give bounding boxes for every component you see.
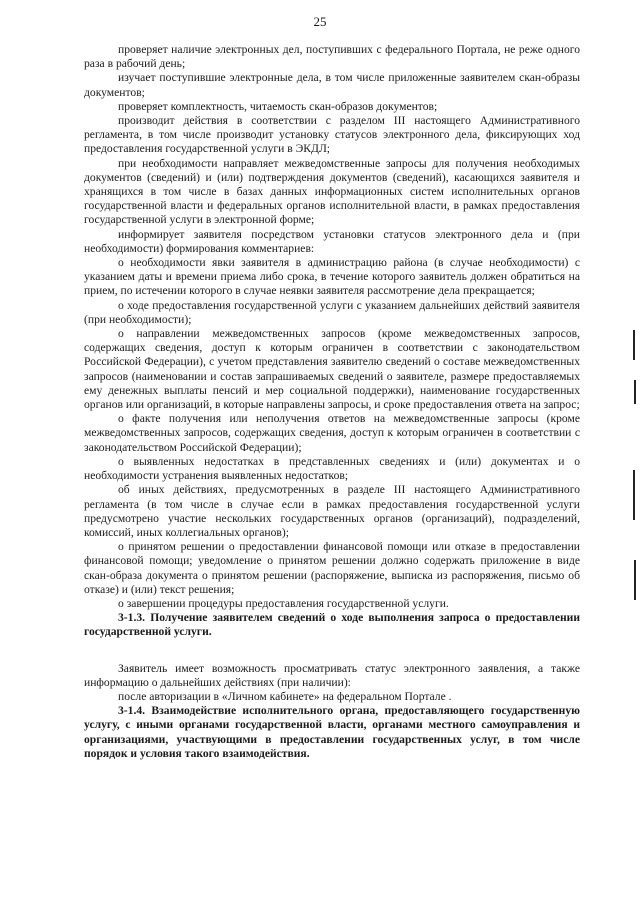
paragraph: о направлении межведомственных запросов (кроме межведомственных запросов, содержащих сведения, доступ к которым ограничен в соответствии с законодательством Российской Федерации), с учетом представления заявителю сведений о составе межведомственных запросов (наименовании и состав запрашиваемых сведений о заявителе, размере предоставляемых ему денежных выплаты пенсий и мер социальной поддержки), наименование государственных органов или организаций, в которые направлены запросы, и сроке предоставления ответа на запрос; (84, 327, 580, 412)
paragraph: проверяет комплектность, читаемость скан-образов документов; (118, 99, 438, 113)
paragraph: о ходе предоставления государственной услуги с указанием дальнейших действий заявителя (при необходимости); (84, 298, 580, 326)
paragraph: о факте получения или неполучения ответов на межведомственные запросы (кроме межведомственных запросов, содержащих сведения, доступ к которым ограничен в соответствии с законодательством Российской Федерации); (84, 412, 580, 454)
paragraph: о завершении процедуры предоставления государственной услуги. (118, 596, 449, 610)
paragraph: о необходимости явки заявителя в администрацию района (в случае необходимости) с указанием даты и времени приема либо срока, в течение которого заявитель должен обратиться на прием, по истечении которого в случае неявки заявителя рассмотрение дела прекращается; (84, 256, 580, 298)
section-number: 3-1.3. (118, 611, 146, 625)
paragraph: о выявленных недостатках в представленных сведениях и (или) документах и о необходимости устранения выявленных недостатков; (84, 454, 580, 483)
section-title: Взаимодействие исполнительного органа, предоставляющего государственную услугу, с иными органами государственной власти, органами местного самоуправления и организациями, участвующими в предоставлении государственных услуг, в том числе порядок и условия такого взаимодействия. (84, 704, 580, 760)
paragraph: проверяет наличие электронных дел, поступивших с федерального Портала, не реже одного раза в рабочий день; (84, 43, 580, 71)
scan-edge-mark (634, 560, 636, 600)
paragraph: о принятом решении о предоставлении финансовой помощи или отказе в предоставлении финансовой помощи; уведомление о принятом решении должно содержать приложение в виде скан-образа документа о принятом решении (распоряжение, выписка из распоряжения, письмо об отказе) и (или) текст решения; (84, 540, 580, 596)
document-body (84, 43, 580, 761)
paragraph: производит действия в соответствии с разделом III настоящего Административного регламента, в том числе производит установку статусов электронного дела, фиксирующих ход предоставления государственной услуги в ЭКДЛ; (84, 114, 580, 156)
paragraph: об иных действиях, предусмотренных в разделе III настоящего Административного регламента (в том числе в случае если в рамках предоставления государственной услуги предусмотрено участие нескольких государственных органов (организаций), подразделений, комиссий, иных коллегиальных органов); (84, 483, 580, 539)
paragraph: при необходимости направляет межведомственные запросы для получения необходимых документов (сведений) и (или) подтверждения документов (сведений), касающихся заявителя и хранящихся в том числе в базах данных информационных систем исполнительных органов государственной власти и федеральных органов исполнительной власти, в рамках предоставления государственной услуги в электронной форме; (84, 156, 580, 227)
page-number: 25 (313, 14, 327, 29)
paragraph: Заявитель имеет возможность просматривать статус электронного заявления, а также информацию о дальнейших действиях (при наличии): (84, 661, 580, 689)
section-title: Получение заявителем сведений о ходе выполнения запроса о предоставлении государственной услуги. (84, 611, 581, 639)
scan-edge-mark (633, 330, 635, 360)
paragraph: после авторизации в «Личном кабинете» на федеральном Портале . (118, 689, 452, 703)
scan-edge-mark (634, 380, 636, 404)
section-heading-3-1-3 (84, 611, 580, 639)
scan-edge-mark (633, 470, 635, 520)
paragraph: информирует заявителя посредством установки статусов электронного дела и (при необходимости) формирования комментариев: (84, 227, 580, 255)
section-heading-3-1-4 (84, 704, 580, 761)
paragraph: изучает поступившие электронные дела, в том числе приложенные заявителем скан-образы документов; (84, 71, 580, 99)
section-number: 3-1.4. (118, 704, 146, 718)
